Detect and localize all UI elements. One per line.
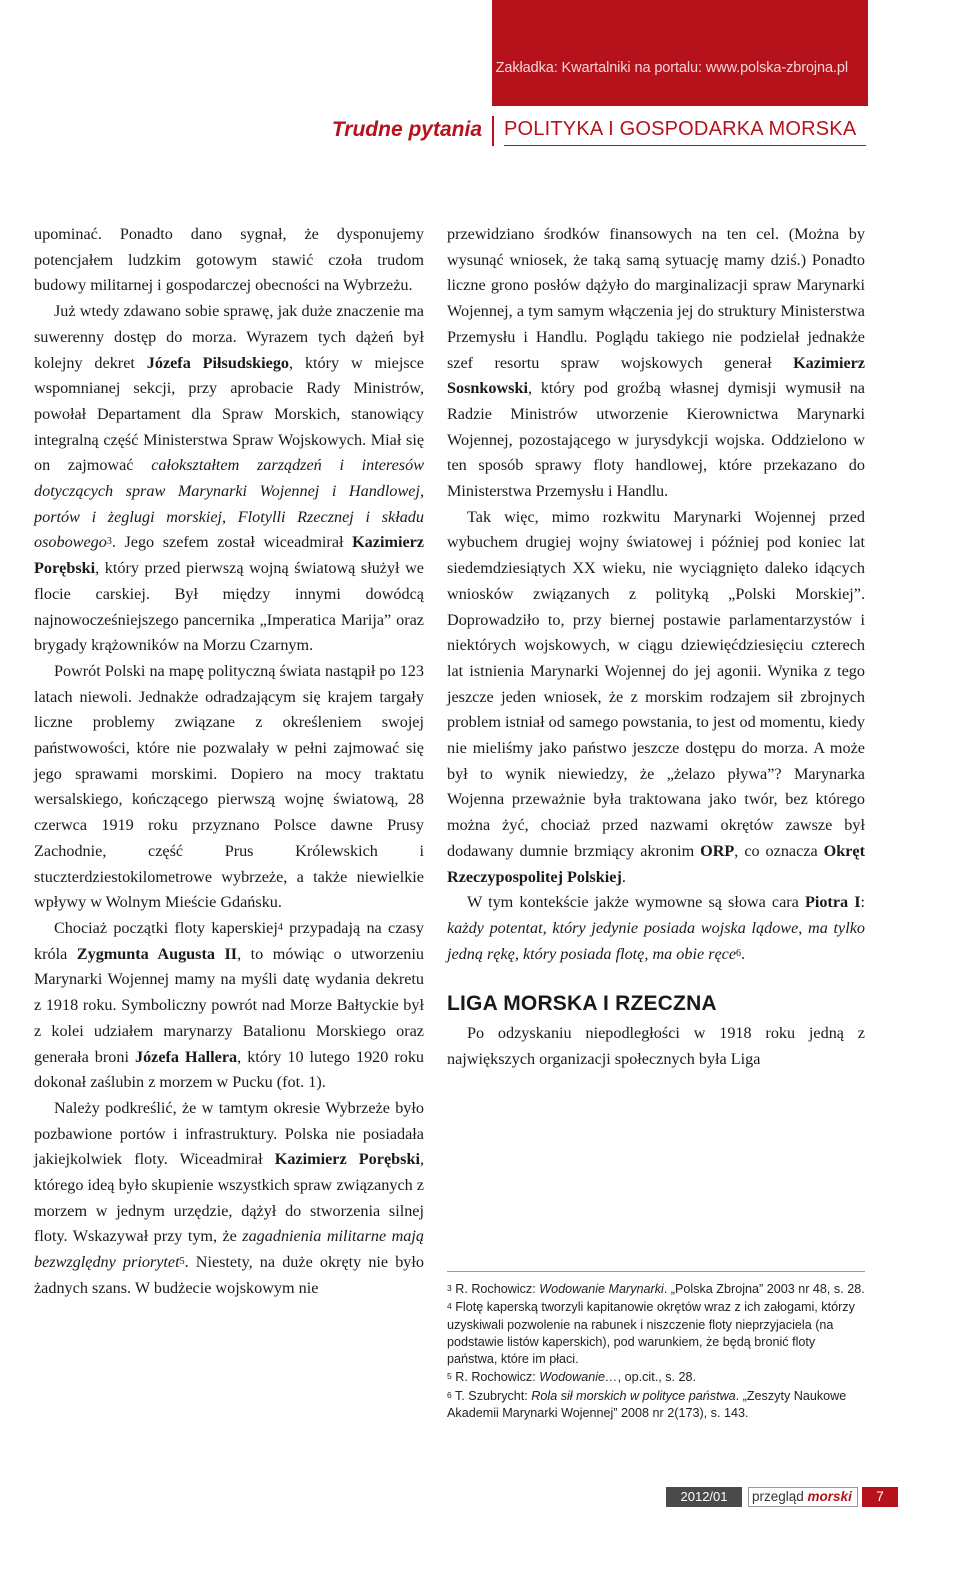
text-run: Już wtedy zdawano sobie sprawę, jak duże znaczenie ma suwerenny dostęp do morza. Wyrazem tych dążeń był kolejny dekret xyxy=(34,302,424,372)
portal-link-text[interactable]: Zakładka: Kwartalniki na portalu: www.polska-zbrojna.pl xyxy=(495,60,848,76)
paragraph xyxy=(34,916,424,1096)
text-run: , który pod groźbą własnej dymisji wymusił na Radzie Ministrów utworzenie Kierownictwa Marynarki Wojennej, pozostającego w jurysdykcji wojska. Oddzielono w ten sposób sprawy floty handlowej, które przekazano do Ministerstwa Przemysłu i Handlu. xyxy=(447,379,865,501)
text-run: R. Rochowicz: xyxy=(451,1282,540,1296)
paragraph xyxy=(447,890,865,967)
acronym-expansion: Okręt Rzeczypospolitej Polskiej xyxy=(447,841,865,886)
text-run: upominać. Ponadto dano sygnał, że dysponujemy potencjałem ludzkim gotowym stawić czoła trudom budowy militarnej i gospodarczej obecności na Wybrzeżu. xyxy=(34,225,424,295)
paragraph xyxy=(34,299,424,659)
text-run: . „Polska Zbrojna” 2003 nr 48, s. 28. xyxy=(663,1282,865,1296)
text-run: Flotę kaperską tworzyli kapitanowie okrętów wraz z ich załogami, którzy uzyskiwali pozwolenie na rabunek i niszczenie floty nieprzyjaciela (na podstawie listów kaperskich), pod warunkiem, że będą bronić floty państwa, które im płaci. xyxy=(447,1300,855,1367)
running-header xyxy=(0,116,960,146)
text-run: , to mówiąc o utworzeniu Marynarki Wojennej mamy na myśli datę wydania dekretu z 1918 roku. Symboliczny powrót nad Morze Bałtyckie był z kolei udziałem marynarzy Batalionu Morskiego oraz generała broni xyxy=(34,944,424,1066)
text-run: . xyxy=(621,867,626,886)
text-run: , który przed pierwszą wojną światową służył we flocie carskiej. Był między innymi dowódcą najnowocześniejszego pancernika „Imperatica Marija” oraz brygady krążowników na Morzu Czarnym. xyxy=(34,559,424,655)
footnote-number: 6 xyxy=(447,1389,452,1400)
person-name: Zygmunta Augusta II xyxy=(76,944,238,963)
right-column xyxy=(447,222,865,1073)
text-run: Tak więc, mimo rozkwitu Marynarki Wojennej przed wybuchem drugiej wojny światowej i później pod koniec lat siedemdziesiątych XX wieku, nie wyciągnięto daleko idących wniosków związanych z polityką „Polski Morskiej”. Doprowadziło to, przy biernej postawie parlamentarzystów i niektórych wojskowych, w ciągu dziewięćdziesięciu czterech lat istnienia Marynarki Wojennej do jej agonii. Wynika z tego jeszcze jeden wniosek, że z morskim rodzajem sił zbrojnych problem istniał od samego powstania, to jest od momentu, kiedy nie mieliśmy jako państwo jeszcze dostępu do morza. A może był to wynik niewiedzy, że „żelazo pływa”? Marynarka Wojenna przeważnie była traktowana jako twór, bez którego można żyć, chociaż przed nazwami okrętów zawsze był dodawany dumnie brzmiący akronim xyxy=(447,507,865,860)
header-red-block xyxy=(492,0,868,106)
footnote xyxy=(447,1281,865,1298)
paragraph xyxy=(34,659,424,916)
citation-title: Wodowanie… xyxy=(539,1370,618,1385)
person-name: Kazimierz Porębski xyxy=(274,1150,420,1169)
citation-title: Rola sił morskich w polityce państwa xyxy=(531,1388,736,1403)
footnote-ref: 6 xyxy=(736,947,742,959)
footnote-number: 4 xyxy=(447,1301,452,1312)
paragraph xyxy=(34,1096,424,1302)
quote-italic: zagadnienia militarne mają bezwzględny priorytet xyxy=(34,1227,424,1272)
text-run: , co oznacza xyxy=(734,841,824,860)
person-name: Piotra I xyxy=(804,893,861,912)
footnote-number: 5 xyxy=(447,1371,452,1382)
header-divider xyxy=(492,116,494,146)
text-run: przypadają na czasy króla xyxy=(34,918,424,963)
text-run: Po odzyskaniu niepodległości w 1918 roku jedną z największych organizacji społecznych była Liga xyxy=(447,1024,865,1069)
person-name: Kazimierz Sosnkowski xyxy=(447,353,865,398)
footnote xyxy=(447,1369,865,1386)
quote-italic: całokształtem zarządzeń i interesów dotyczących spraw Marynarki Wojennej i Handlowej, portów i żeglugi morskiej, Flotylli Rzecznej i składu osobowego xyxy=(34,456,424,552)
text-run: Powrót Polski na mapę polityczną świata nastąpił po 123 latach niewoli. Jednakże odradzającym się krajem targały liczne problemy związane z określeniem swojej państwowości, które nie pozwalały w pełni zajmować się jego sprawami morskimi. Dopiero na mocy traktatu wersalskiego, kończącego pierwszą wojnę światową, 28 czerwca 1919 roku przyznano Polsce dawne Prusy Zachodnie, część Prus Królewskich i stuczterdziestokilometrowe wybrzeże, a także niewielkie wpływy w Wolnym Mieście Gdańsku. xyxy=(34,661,424,912)
paragraph xyxy=(447,1021,865,1072)
page-number: 7 xyxy=(862,1487,898,1507)
text-run: , którego ideą było skupienie wszystkich spraw związanych z morzem w jednym urzędzie, dążył do stworzenia silnej floty. Wskazywał przy tym, że xyxy=(34,1150,424,1246)
text-run: . xyxy=(741,944,746,963)
left-column xyxy=(34,222,424,1302)
text-run: , który w miejsce wspomnianej sekcji, przy aprobacie Rady Ministrów, powołał Departament dla Spraw Morskich, stanowiący integralną część Ministerstwa Spraw Wojskowych. Miał się on zajmować xyxy=(34,353,424,475)
text-run: przewidziano środków finansowych na ten cel. (Można by wysunąć wniosek, że taką samą sytuację mamy dziś.) Ponadto liczne grono posłów dążyło do marginalizacji spraw Marynarki Wojennej, a tym samym włączenia jej do struktury Ministerstwa Przemysłu i Handlu. Poglądu takiego nie podzielał jednakże szef resortu spraw wojskowych generał xyxy=(447,225,865,372)
kicker-title: Trudne pytania xyxy=(331,118,482,141)
text-run: . Jego szefem został wiceadmirał xyxy=(111,533,353,552)
text-run: , który 10 lutego 1920 roku dokonał zaślubin z morzem w Pucku (fot. 1). xyxy=(34,1047,425,1092)
citation-title: Wodowanie Marynarki xyxy=(539,1282,664,1296)
paragraph xyxy=(34,222,424,299)
footnote-number: 3 xyxy=(447,1283,452,1293)
acronym: ORP xyxy=(700,841,735,860)
magazine-prefix: przegląd xyxy=(752,1489,808,1504)
text-run: : xyxy=(860,893,865,912)
quote-italic: każdy potentat, który jedynie posiada wojska lądowe, ma tylko jedną rękę, który posiada flotę, ma obie ręce xyxy=(447,918,865,963)
section-heading: LIGA MORSKA I RZECZNA xyxy=(447,992,717,1016)
magazine-name xyxy=(748,1487,858,1507)
person-name: Józefa Piłsudskiego xyxy=(146,353,290,372)
issue-badge: 2012/01 xyxy=(666,1487,742,1507)
text-run: . Niestety, na duże okręty nie było żadnych szans. W budżecie wojskowym nie xyxy=(34,1253,424,1297)
footnote-ref: 3 xyxy=(106,536,112,548)
page-footer xyxy=(0,1487,960,1507)
footnote-divider xyxy=(447,1271,865,1272)
paragraph xyxy=(447,505,865,891)
text-run: W tym kontekście jakże wymowne są słowa cara xyxy=(467,893,805,912)
footnote xyxy=(447,1299,865,1368)
person-name: Kazimierz Porębski xyxy=(34,533,424,578)
footnotes xyxy=(447,1281,865,1423)
text-run: , op.cit., s. 28. xyxy=(617,1370,697,1385)
magazine-brand: morski xyxy=(807,1489,852,1504)
text-run: T. Szubrycht: xyxy=(451,1388,532,1403)
text-run: Chociaż początki floty kaperskiej xyxy=(54,918,278,937)
text-run: . „Zeszyty Naukowe Akademii Marynarki Wojennej” 2008 nr 2(173), s. 143. xyxy=(447,1388,847,1421)
header-underline xyxy=(504,145,866,146)
text-run: Należy podkreślić, że w tamtym okresie Wybrzeże było pozbawione portów i infrastruktury. Polska nie posiadała jakiejkolwiek floty. Wiceadmirał xyxy=(34,1098,424,1169)
footnote xyxy=(447,1388,865,1423)
footnote-ref: 5 xyxy=(179,1256,185,1268)
footnote-ref: 4 xyxy=(277,921,283,933)
person-name: Józefa Hallera xyxy=(134,1047,238,1066)
text-run: R. Rochowicz: xyxy=(451,1370,540,1385)
paragraph xyxy=(447,222,865,505)
section-title: POLITYKA I GOSPODARKA MORSKA xyxy=(504,118,857,140)
